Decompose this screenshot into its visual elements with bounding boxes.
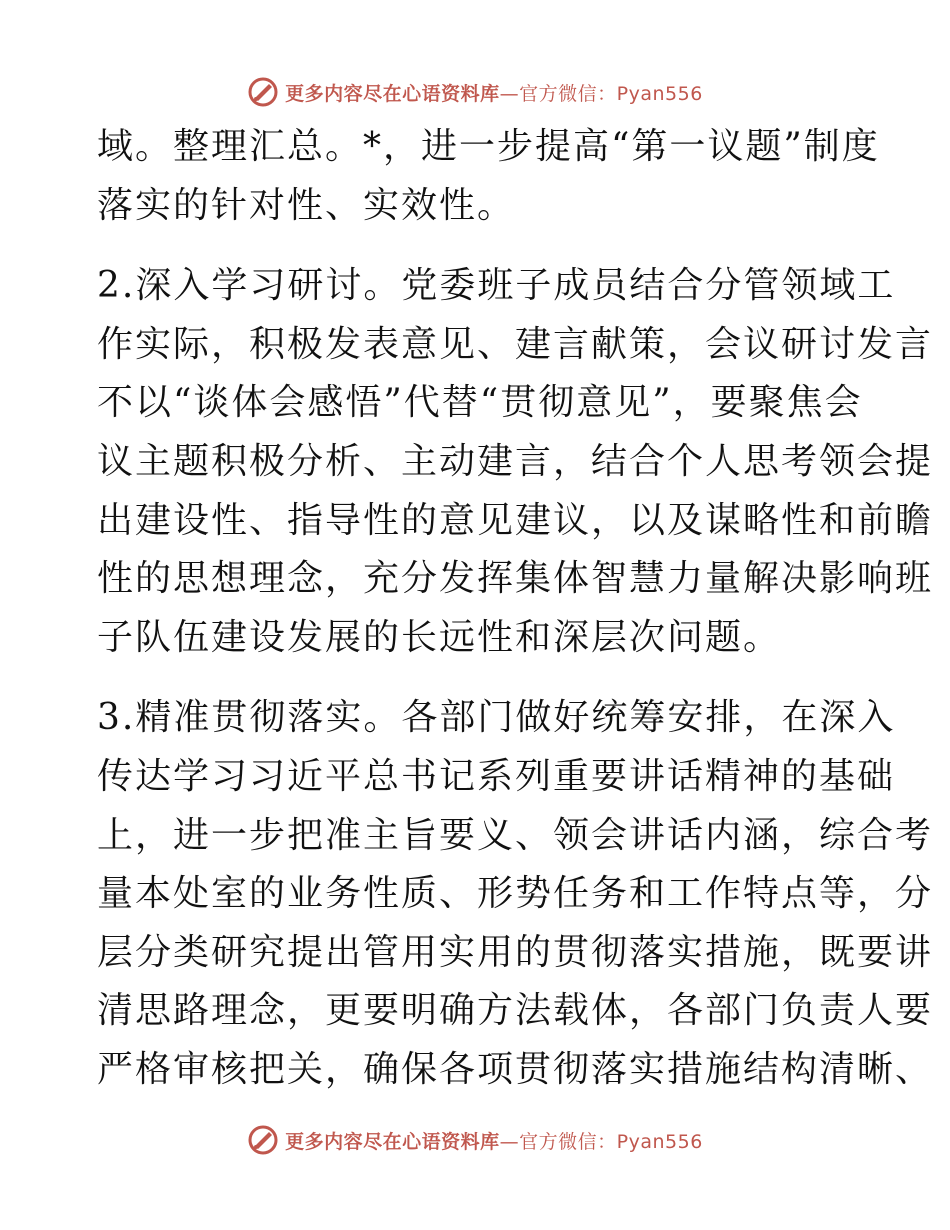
paragraph bbox=[97, 689, 934, 1099]
text-line: 严格审核把关，确保各项贯彻落实措施结构清晰、 bbox=[97, 1048, 934, 1090]
text-line: 子队伍建设发展的长远性和深层次问题。 bbox=[97, 616, 782, 658]
text-line: 性的思想理念，充分发挥集体智慧力量解决影响班 bbox=[97, 558, 934, 600]
text-line: 2.深入学习研讨。党委班子成员结合分管领域工 bbox=[97, 265, 896, 307]
text-line: 传达学习习近平总书记系列重要讲话精神的基础 bbox=[97, 755, 896, 797]
footer-banner-right-text: —官方微信：Pyan556 bbox=[499, 1130, 703, 1153]
document-body bbox=[97, 118, 934, 1100]
text-line: 议主题积极分析、主动建言，结合个人思考领会提 bbox=[97, 440, 934, 482]
text-line: 作实际，积极发表意见、建言献策，会议研讨发言 bbox=[97, 323, 934, 365]
text-line: 域。整理汇总。*，进一步提高“第一议题”制度 bbox=[97, 126, 880, 167]
header-watermark-banner bbox=[0, 72, 950, 112]
text-line: 层分类研究提出管用实用的贯彻落实措施，既要讲 bbox=[97, 931, 934, 973]
header-banner-right-text: —官方微信：Pyan556 bbox=[499, 82, 703, 105]
paragraph bbox=[97, 257, 934, 667]
header-banner-left-text: 更多内容尽在心语资料库 bbox=[285, 82, 500, 105]
text-line: 量本处室的业务性质、形势任务和工作特点等，分 bbox=[97, 873, 934, 915]
text-line: 清思路理念，更要明确方法载体，各部门负责人要 bbox=[97, 990, 934, 1032]
paragraph bbox=[97, 118, 880, 235]
footer-watermark-banner bbox=[0, 1120, 950, 1160]
footer-banner-left-text: 更多内容尽在心语资料库 bbox=[285, 1130, 500, 1153]
logo-icon bbox=[247, 76, 279, 108]
text-line: 上，进一步把准主旨要义、领会讲话内涵，综合考 bbox=[97, 814, 934, 856]
logo-icon bbox=[247, 1124, 279, 1156]
text-line: 3.精准贯彻落实。各部门做好统筹安排，在深入 bbox=[97, 697, 896, 739]
text-line: 不以“谈体会感悟”代替“贯彻意见”，要聚焦会 bbox=[97, 382, 863, 424]
text-line: 落实的针对性、实效性。 bbox=[97, 184, 516, 226]
text-line: 出建设性、指导性的意见建议，以及谋略性和前瞻 bbox=[97, 499, 934, 541]
